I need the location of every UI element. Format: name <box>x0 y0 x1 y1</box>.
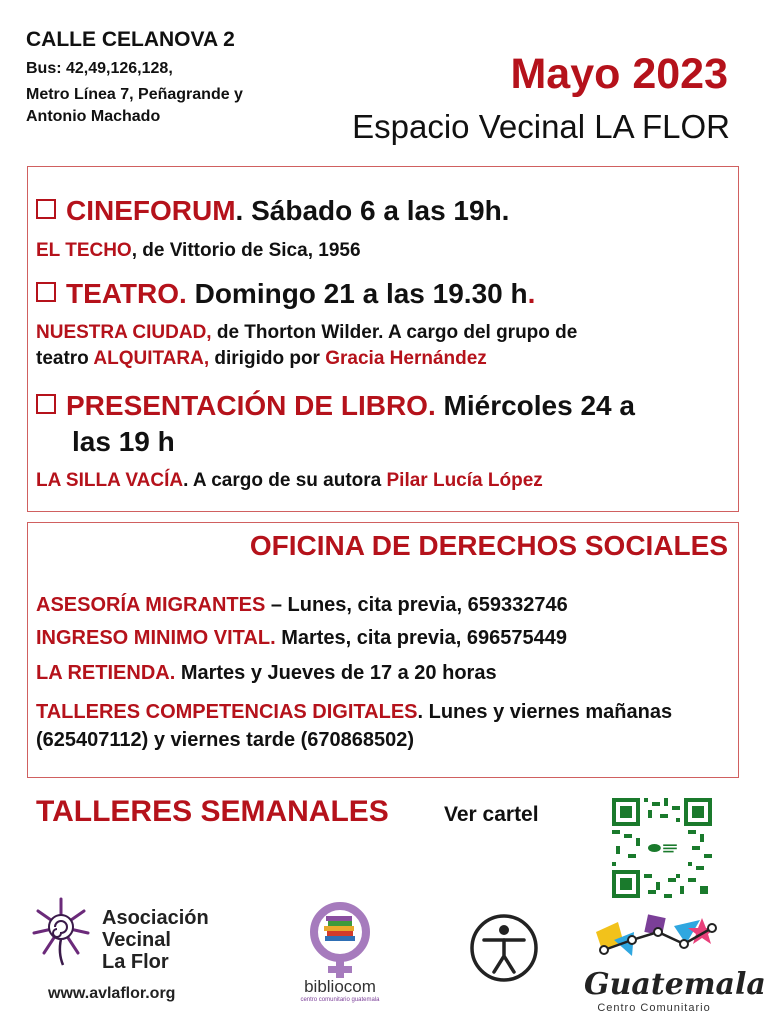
checkbox-icon <box>36 394 56 414</box>
libro-heading <box>36 390 635 422</box>
oficina-item-text: . Lunes y viernes mañanas (625407112) y viernes tarde (670868502) <box>36 701 673 751</box>
accessibility-icon <box>468 912 540 984</box>
cineforum-heading <box>36 195 509 227</box>
oficina-item-text: Martes, cita previa, 696575449 <box>275 627 567 649</box>
cineforum-detail <box>36 240 361 262</box>
asoc-line-2: Vecinal <box>102 929 171 951</box>
asociacion-logo <box>30 895 209 1002</box>
teatro-date: Domingo 21 a las 19.30 h <box>186 278 528 309</box>
theatre-group: ALQUITARA, <box>93 348 210 369</box>
oficina-item-label: ASESORÍA MIGRANTES <box>36 594 271 616</box>
book-info: . A cargo de su autora <box>183 470 387 491</box>
asociacion-name <box>102 907 209 973</box>
libro-date-2: las 19 h <box>72 426 175 457</box>
address-block <box>26 28 243 126</box>
teatro-label: TEATRO. <box>66 278 187 309</box>
libro-label: PRESENTACIÓN DE LIBRO. <box>66 390 436 421</box>
cineforum-date: . Sábado 6 a las 19h. <box>235 195 510 226</box>
oficina-item-imv <box>36 627 726 650</box>
venue-title: Espacio Vecinal LA FLOR <box>352 108 730 145</box>
guatemala-name: Guatemala <box>584 967 766 1002</box>
flower-logo <box>30 895 92 967</box>
asoc-line-3: La Flor <box>102 951 169 973</box>
checkbox-icon <box>36 199 56 219</box>
teatro-detail <box>36 322 736 344</box>
qr-code <box>612 798 712 898</box>
street-address: CALLE CELANOVA 2 <box>26 28 235 51</box>
oficina-item-label: TALLERES COMPETENCIAS DIGITALES <box>36 701 418 723</box>
libro-date: Miércoles 24 a <box>435 390 635 421</box>
guatemala-logo <box>584 910 766 1014</box>
metro-stations: Antonio Machado <box>26 108 161 125</box>
oficina-item-text: – Lunes, cita previa, 659332746 <box>270 594 568 616</box>
teatro-heading <box>36 278 535 310</box>
talleres-title: TALLERES SEMANALES <box>36 795 389 828</box>
ver-cartel-link: Ver cartel <box>444 803 539 826</box>
asoc-line-1: Asociación <box>102 907 209 929</box>
libro-detail <box>36 470 543 492</box>
play-info: de Thorton Wilder. A cargo del grupo de <box>211 322 578 343</box>
guatemala-shapes-icon <box>584 910 724 970</box>
oficina-item-talleres-digitales <box>36 698 726 754</box>
teatro-line2-a: teatro <box>36 348 94 369</box>
bibliocom-subtitle: centro comunitario guatemala <box>300 997 380 1003</box>
play-title: NUESTRA CIUDAD, <box>36 322 212 343</box>
teatro-detail-2 <box>36 348 487 370</box>
teatro-date-end: . <box>527 278 536 309</box>
cineforum-label: CINEFORUM <box>66 195 236 226</box>
bibliocom-logo <box>292 900 388 1003</box>
metro-line: Metro Línea 7, Peñagrande y <box>26 86 243 103</box>
oficina-item-text: Martes y Jueves de 17 a 20 horas <box>175 662 497 684</box>
oficina-item-retienda <box>36 662 726 685</box>
film-title: EL TECHO <box>36 240 132 261</box>
oficina-item-label: INGRESO MINIMO VITAL. <box>36 627 276 649</box>
director-name: Gracia Hernández <box>325 348 487 369</box>
checkbox-icon <box>36 282 56 302</box>
month-title: Mayo 2023 <box>510 50 728 98</box>
book-author: Pilar Lucía López <box>386 470 543 491</box>
bus-lines: Bus: 42,49,126,128, <box>26 60 173 77</box>
oficina-item-migrantes <box>36 594 726 617</box>
oficina-item-label: LA RETIENDA. <box>36 662 176 684</box>
guatemala-subtitle: Centro Comunitario <box>597 1002 711 1014</box>
book-title: LA SILLA VACÍA <box>36 470 184 491</box>
venus-books-icon <box>297 900 383 978</box>
bibliocom-name: bibliocom <box>304 977 376 996</box>
film-info: , de Vittorio de Sica, 1956 <box>131 240 361 261</box>
teatro-line2-b: dirigido por <box>209 348 326 369</box>
website-url: www.avlaflor.org <box>48 985 176 1002</box>
oficina-title: OFICINA DE DERECHOS SOCIALES <box>249 530 728 561</box>
